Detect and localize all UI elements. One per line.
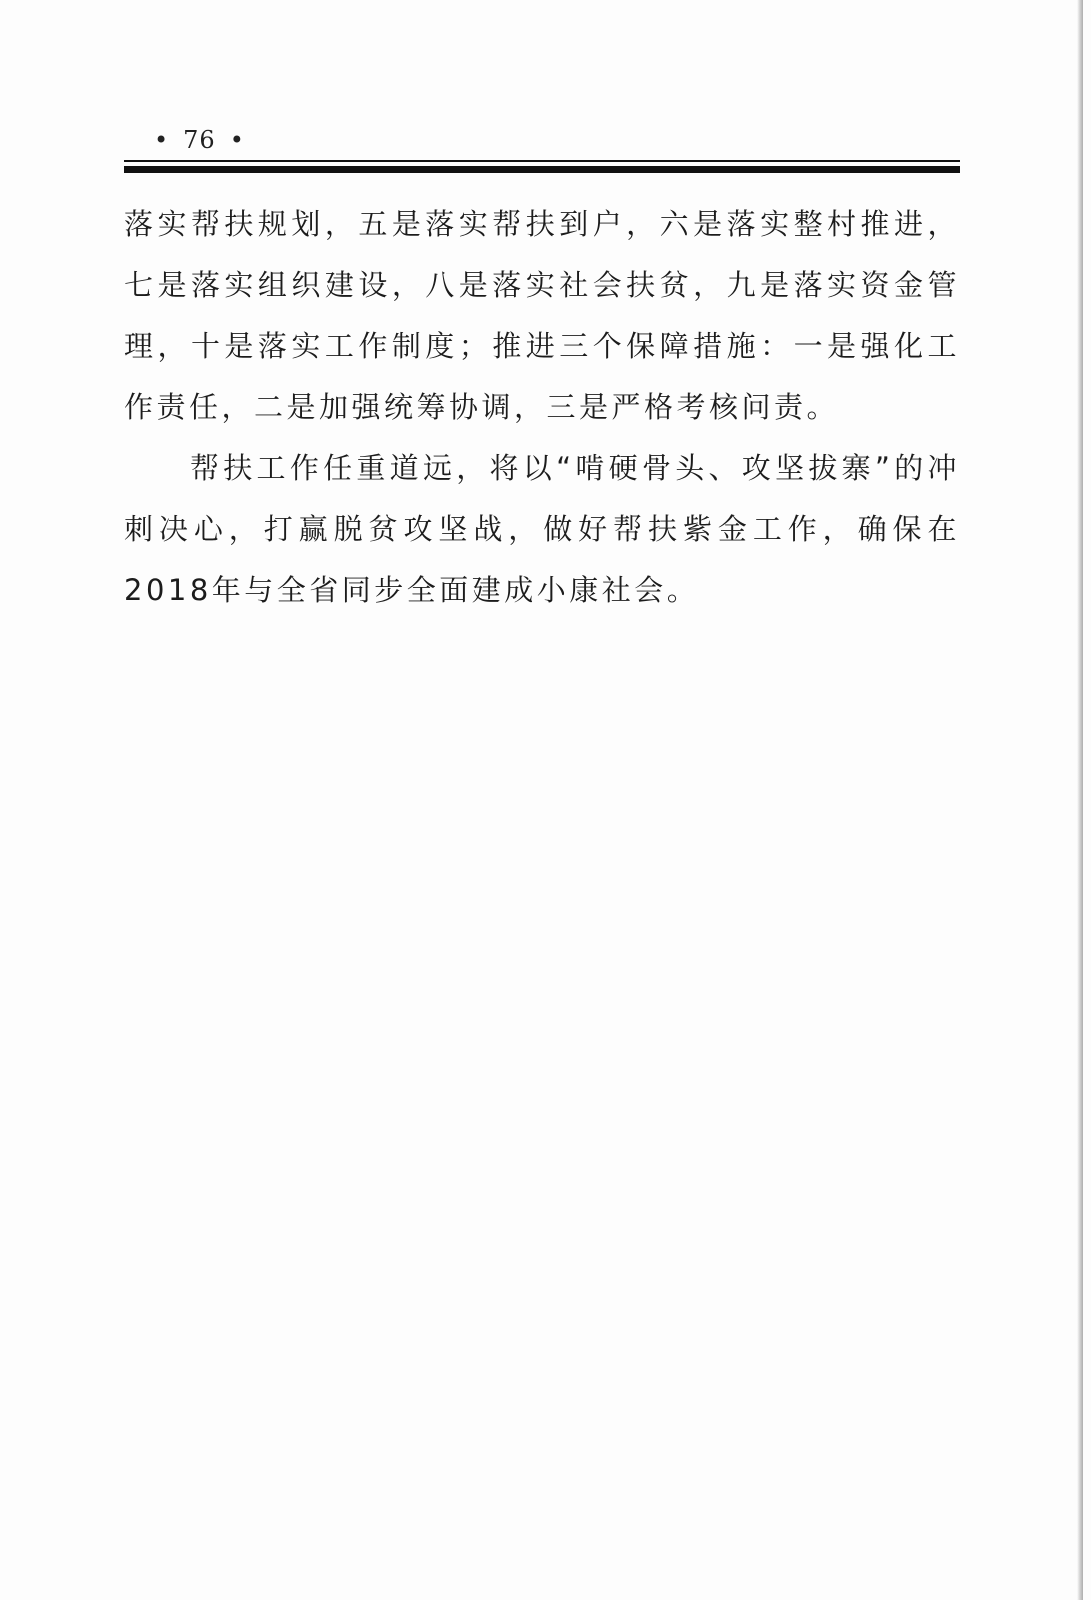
page-number: 76 [183,126,216,154]
header-bullet-left: • [154,126,170,154]
page-edge-shadow [1077,0,1083,1600]
paragraph-continued: 落实帮扶规划，五是落实帮扶到户，六是落实整村推进，七是落实组织建设，八是落实社会扶贫，九是落实资金管理，十是落实工作制度；推进三个保障措施：一是强化工作责任，二是加强统筹协调，三是严格考核问责。 [124,207,960,424]
header-rule-thin [124,160,960,162]
header-bullet-right: • [229,126,245,154]
body-text [124,194,960,621]
header-rule-thick [124,166,960,173]
paragraph-conclusion: 帮扶工作任重道远，将以“啃硬骨头、攻坚拔寨”的冲刺决心，打赢脱贫攻坚战，做好帮扶紫金工作，确保在2018年与全省同步全面建成小康社会。 [124,451,960,607]
page-header [140,126,259,154]
